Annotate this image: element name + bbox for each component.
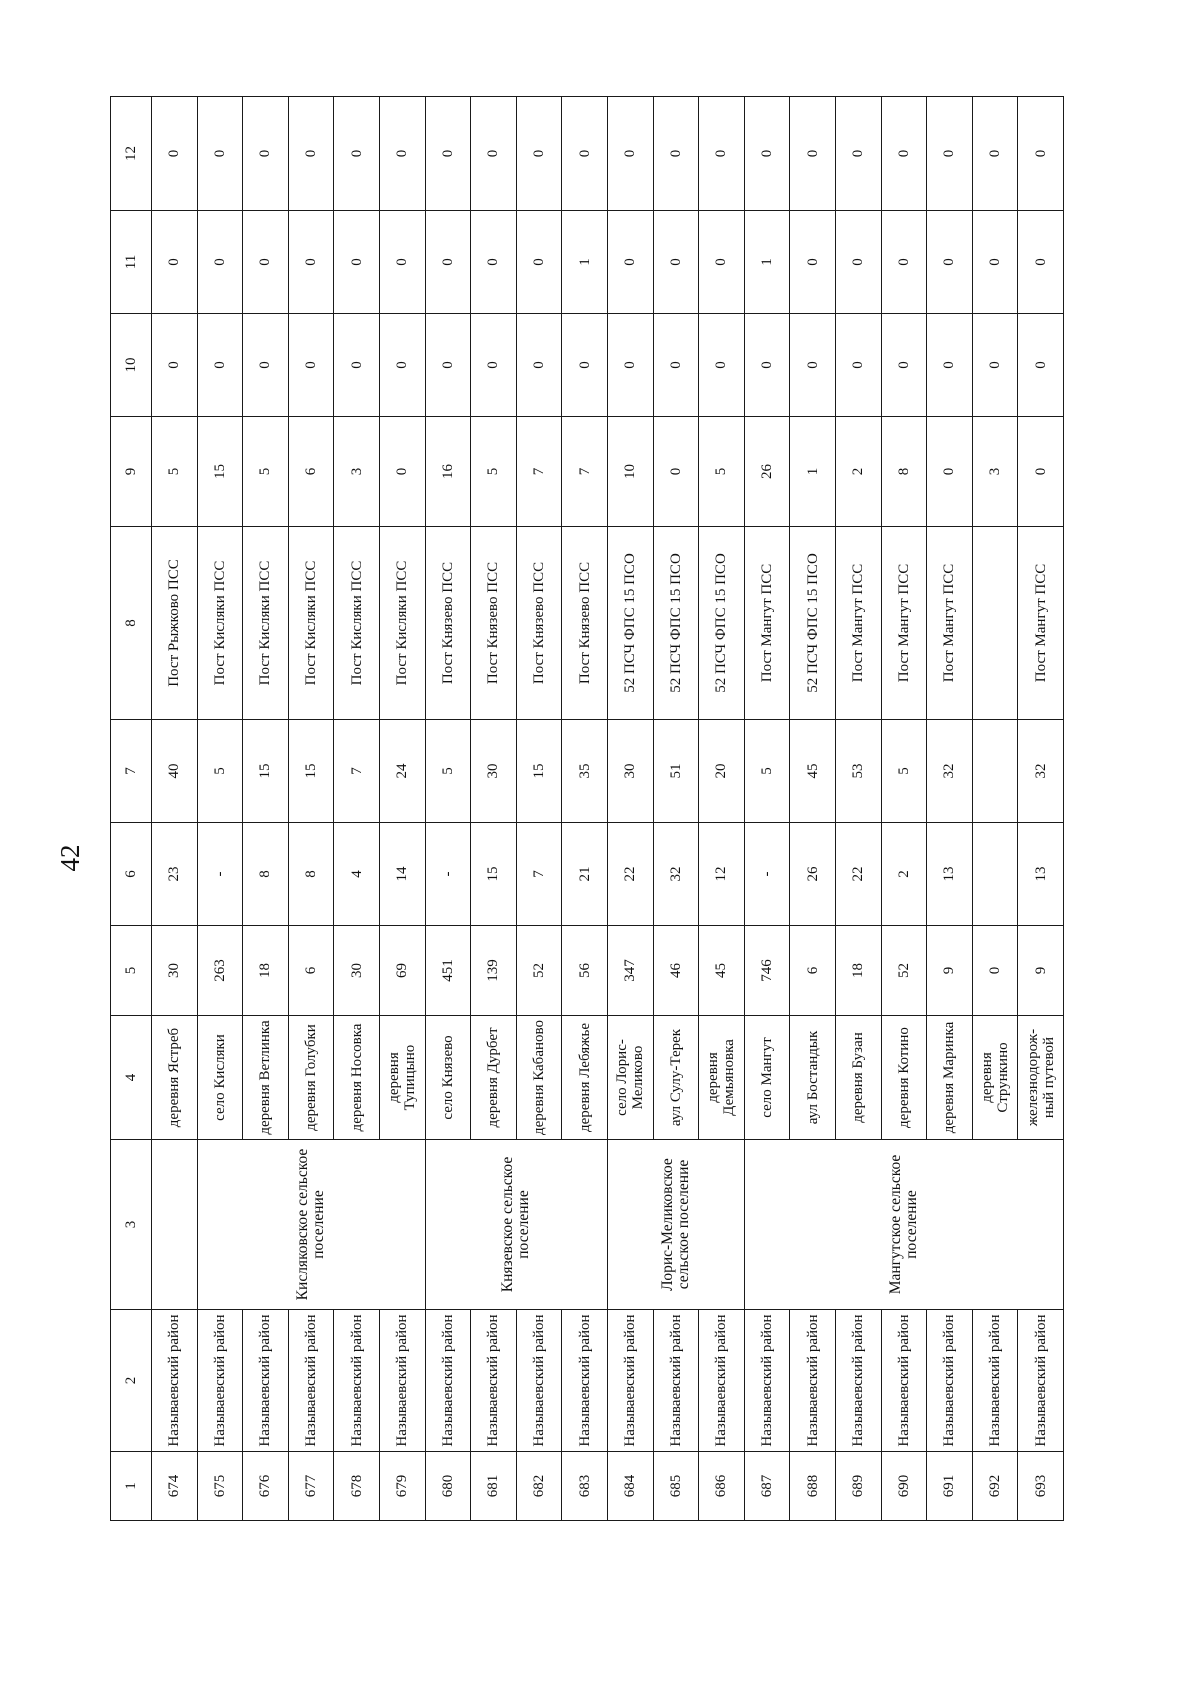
value-cell-10: 0 [562,314,608,417]
value-cell-9: 0 [1018,417,1064,527]
district-cell: Называевский район [379,1310,425,1452]
value-cell-12: 0 [379,97,425,211]
value-cell-12: 0 [607,97,653,211]
value-cell-9: 5 [243,417,289,527]
value-cell-6: 13 [927,823,973,926]
value-cell-12: 0 [516,97,562,211]
header-row [111,97,152,1521]
locality-cell: деревня Стрункино [972,1016,1018,1140]
value-cell-5: 56 [562,926,608,1016]
fire-station-cell: Пост Рыжково ПСС [152,527,198,720]
value-cell-5: 6 [288,926,334,1016]
row-number-cell: 685 [653,1452,699,1521]
value-cell-12: 0 [835,97,881,211]
row-number-cell: 687 [744,1452,790,1521]
page-number: 42 [55,844,85,872]
value-cell-7: 15 [516,720,562,823]
value-cell-7: 32 [927,720,973,823]
value-cell-12: 0 [425,97,471,211]
locality-cell: деревня Кабаново [516,1016,562,1140]
value-cell-5: 263 [197,926,243,1016]
value-cell-7 [972,720,1018,823]
value-cell-11: 0 [379,211,425,314]
fire-station-cell: Пост Кисляки ПСС [197,527,243,720]
district-cell: Называевский район [607,1310,653,1452]
value-cell-11: 0 [881,211,927,314]
locality-cell: деревня Котино [881,1016,927,1140]
value-cell-12: 0 [744,97,790,211]
district-cell: Называевский район [927,1310,973,1452]
value-cell-6: 15 [471,823,517,926]
district-cell: Называевский район [334,1310,380,1452]
column-header-1: 1 [111,1452,152,1521]
value-cell-9: 5 [152,417,198,527]
value-cell-7: 53 [835,720,881,823]
fire-station-cell: Пост Кисляки ПСС [288,527,334,720]
district-cell: Называевский район [972,1310,1018,1452]
value-cell-9: 5 [471,417,517,527]
row-number-cell: 677 [288,1452,334,1521]
value-cell-5: 9 [927,926,973,1016]
row-number-cell: 678 [334,1452,380,1521]
locality-cell: железнодорож-ный путевой [1018,1016,1064,1140]
value-cell-11: 0 [243,211,289,314]
value-cell-7: 20 [699,720,745,823]
value-cell-11: 1 [744,211,790,314]
district-cell: Называевский район [790,1310,836,1452]
district-cell: Называевский район [744,1310,790,1452]
district-cell: Называевский район [835,1310,881,1452]
value-cell-12: 0 [699,97,745,211]
locality-cell: аул Сулу-Терек [653,1016,699,1140]
table-row [744,97,790,1521]
value-cell-10: 0 [699,314,745,417]
value-cell-10: 0 [334,314,380,417]
value-cell-10: 0 [927,314,973,417]
value-cell-10: 0 [243,314,289,417]
row-number-cell: 693 [1018,1452,1064,1521]
value-cell-9: 7 [516,417,562,527]
value-cell-5: 30 [152,926,198,1016]
value-cell-7: 45 [790,720,836,823]
value-cell-10: 0 [744,314,790,417]
value-cell-9: 16 [425,417,471,527]
settlement-group-cell: Кисляковское сельское поселение [197,1140,425,1310]
value-cell-12: 0 [243,97,289,211]
value-cell-10: 0 [379,314,425,417]
locality-cell: деревня Носовка [334,1016,380,1140]
value-cell-10: 0 [516,314,562,417]
fire-station-cell: Пост Кисляки ПСС [379,527,425,720]
value-cell-6: 13 [1018,823,1064,926]
fire-station-cell: Пост Мангут ПСС [1018,527,1064,720]
district-cell: Называевский район [152,1310,198,1452]
settlements-table [110,96,1064,1521]
value-cell-11: 0 [972,211,1018,314]
value-cell-9: 1 [790,417,836,527]
row-number-cell: 675 [197,1452,243,1521]
value-cell-11: 1 [562,211,608,314]
value-cell-6: 8 [243,823,289,926]
value-cell-5: 52 [881,926,927,1016]
value-cell-5: 18 [835,926,881,1016]
fire-station-cell: Пост Князево ПСС [516,527,562,720]
value-cell-6: 14 [379,823,425,926]
district-cell: Называевский район [243,1310,289,1452]
locality-cell: деревня Тупицыно [379,1016,425,1140]
value-cell-7: 30 [471,720,517,823]
value-cell-6: 23 [152,823,198,926]
table-header [111,97,152,1521]
district-cell: Называевский район [1018,1310,1064,1452]
value-cell-12: 0 [972,97,1018,211]
value-cell-10: 0 [425,314,471,417]
column-header-2: 2 [111,1310,152,1452]
fire-station-cell: Пост Мангут ПСС [744,527,790,720]
value-cell-6: 8 [288,823,334,926]
locality-cell: село Князево [425,1016,471,1140]
value-cell-11: 0 [927,211,973,314]
column-header-3: 3 [111,1140,152,1310]
district-cell: Называевский район [653,1310,699,1452]
value-cell-11: 0 [790,211,836,314]
settlement-group-cell: Князевское сельское поселение [425,1140,607,1310]
value-cell-12: 0 [1018,97,1064,211]
district-cell: Называевский район [425,1310,471,1452]
column-header-4: 4 [111,1016,152,1140]
settlement-group-cell [152,1140,198,1310]
value-cell-11: 0 [607,211,653,314]
locality-cell: аул Бостандык [790,1016,836,1140]
fire-station-cell: Пост Князево ПСС [471,527,517,720]
row-number-cell: 692 [972,1452,1018,1521]
value-cell-7: 5 [881,720,927,823]
value-cell-5: 0 [972,926,1018,1016]
value-cell-11: 0 [1018,211,1064,314]
value-cell-11: 0 [288,211,334,314]
row-number-cell: 683 [562,1452,608,1521]
row-number-cell: 682 [516,1452,562,1521]
fire-station-cell: 52 ПСЧ ФПС 15 ПСО [607,527,653,720]
settlement-group-cell: Мангутское сельское поселение [744,1140,1063,1310]
locality-cell: деревня Маринка [927,1016,973,1140]
value-cell-10: 0 [1018,314,1064,417]
fire-station-cell: 52 ПСЧ ФПС 15 ПСО [653,527,699,720]
value-cell-6: 2 [881,823,927,926]
value-cell-9: 3 [972,417,1018,527]
fire-station-cell: Пост Мангут ПСС [881,527,927,720]
value-cell-7: 30 [607,720,653,823]
value-cell-6: 21 [562,823,608,926]
value-cell-7: 5 [744,720,790,823]
value-cell-12: 0 [288,97,334,211]
locality-cell: деревня Голубки [288,1016,334,1140]
value-cell-11: 0 [516,211,562,314]
fire-station-cell [972,527,1018,720]
fire-station-cell: Пост Кисляки ПСС [334,527,380,720]
value-cell-11: 0 [197,211,243,314]
column-header-12: 12 [111,97,152,211]
value-cell-5: 69 [379,926,425,1016]
locality-cell: село Кисляки [197,1016,243,1140]
value-cell-5: 46 [653,926,699,1016]
value-cell-5: 6 [790,926,836,1016]
value-cell-9: 0 [653,417,699,527]
value-cell-11: 0 [471,211,517,314]
value-cell-6: 22 [835,823,881,926]
row-number-cell: 690 [881,1452,927,1521]
value-cell-7: 35 [562,720,608,823]
value-cell-6 [972,823,1018,926]
value-cell-7: 24 [379,720,425,823]
value-cell-7: 32 [1018,720,1064,823]
fire-station-cell: Пост Мангут ПСС [927,527,973,720]
table-row [152,97,198,1521]
value-cell-5: 45 [699,926,745,1016]
fire-station-cell: 52 ПСЧ ФПС 15 ПСО [790,527,836,720]
value-cell-12: 0 [334,97,380,211]
value-cell-12: 0 [471,97,517,211]
value-cell-11: 0 [699,211,745,314]
value-cell-10: 0 [197,314,243,417]
value-cell-10: 0 [653,314,699,417]
value-cell-11: 0 [152,211,198,314]
value-cell-7: 40 [152,720,198,823]
district-cell: Называевский район [197,1310,243,1452]
table-row [607,97,653,1521]
value-cell-10: 0 [790,314,836,417]
value-cell-6: - [744,823,790,926]
district-cell: Называевский район [562,1310,608,1452]
column-header-10: 10 [111,314,152,417]
rotated-table-container [110,97,1057,1521]
value-cell-10: 0 [972,314,1018,417]
value-cell-7: 5 [197,720,243,823]
value-cell-11: 0 [425,211,471,314]
column-header-5: 5 [111,926,152,1016]
value-cell-7: 15 [243,720,289,823]
value-cell-9: 26 [744,417,790,527]
district-cell: Называевский район [516,1310,562,1452]
value-cell-10: 0 [288,314,334,417]
value-cell-6: 12 [699,823,745,926]
locality-cell: деревня Ястреб [152,1016,198,1140]
table-body [152,97,1064,1521]
value-cell-9: 7 [562,417,608,527]
fire-station-cell: 52 ПСЧ ФПС 15 ПСО [699,527,745,720]
value-cell-7: 7 [334,720,380,823]
value-cell-12: 0 [197,97,243,211]
value-cell-12: 0 [152,97,198,211]
value-cell-5: 347 [607,926,653,1016]
row-number-cell: 691 [927,1452,973,1521]
value-cell-9: 2 [835,417,881,527]
value-cell-5: 9 [1018,926,1064,1016]
value-cell-6: - [425,823,471,926]
locality-cell: деревня Лебяжье [562,1016,608,1140]
value-cell-11: 0 [653,211,699,314]
value-cell-10: 0 [152,314,198,417]
column-header-7: 7 [111,720,152,823]
district-cell: Называевский район [881,1310,927,1452]
column-header-6: 6 [111,823,152,926]
row-number-cell: 680 [425,1452,471,1521]
row-number-cell: 676 [243,1452,289,1521]
district-cell: Называевский район [471,1310,517,1452]
value-cell-11: 0 [334,211,380,314]
row-number-cell: 679 [379,1452,425,1521]
row-number-cell: 686 [699,1452,745,1521]
row-number-cell: 684 [607,1452,653,1521]
value-cell-6: 22 [607,823,653,926]
value-cell-10: 0 [835,314,881,417]
row-number-cell: 674 [152,1452,198,1521]
value-cell-10: 0 [607,314,653,417]
value-cell-12: 0 [653,97,699,211]
value-cell-5: 451 [425,926,471,1016]
row-number-cell: 689 [835,1452,881,1521]
locality-cell: село Лорис-Меликово [607,1016,653,1140]
value-cell-6: 7 [516,823,562,926]
locality-cell: деревня Дурбет [471,1016,517,1140]
row-number-cell: 688 [790,1452,836,1521]
value-cell-7: 51 [653,720,699,823]
table-row [425,97,471,1521]
value-cell-12: 0 [927,97,973,211]
value-cell-9: 10 [607,417,653,527]
value-cell-5: 18 [243,926,289,1016]
value-cell-7: 15 [288,720,334,823]
column-header-9: 9 [111,417,152,527]
locality-cell: деревня Бузан [835,1016,881,1140]
value-cell-9: 8 [881,417,927,527]
value-cell-11: 0 [835,211,881,314]
locality-cell: деревня Демьяновка [699,1016,745,1140]
value-cell-9: 6 [288,417,334,527]
column-header-11: 11 [111,211,152,314]
value-cell-6: 26 [790,823,836,926]
value-cell-5: 30 [334,926,380,1016]
value-cell-5: 139 [471,926,517,1016]
value-cell-7: 5 [425,720,471,823]
fire-station-cell: Пост Князево ПСС [562,527,608,720]
locality-cell: село Мангут [744,1016,790,1140]
value-cell-10: 0 [881,314,927,417]
row-number-cell: 681 [471,1452,517,1521]
district-cell: Называевский район [699,1310,745,1452]
value-cell-12: 0 [790,97,836,211]
value-cell-9: 3 [334,417,380,527]
locality-cell: деревня Ветлинка [243,1016,289,1140]
value-cell-12: 0 [562,97,608,211]
value-cell-10: 0 [471,314,517,417]
district-cell: Называевский район [288,1310,334,1452]
value-cell-5: 746 [744,926,790,1016]
value-cell-12: 0 [881,97,927,211]
value-cell-9: 0 [379,417,425,527]
value-cell-6: 4 [334,823,380,926]
value-cell-9: 0 [927,417,973,527]
value-cell-6: 32 [653,823,699,926]
value-cell-6: - [197,823,243,926]
value-cell-9: 5 [699,417,745,527]
column-header-8: 8 [111,527,152,720]
settlement-group-cell: Лорис-Меликовское сельское поселение [607,1140,744,1310]
fire-station-cell: Пост Мангут ПСС [835,527,881,720]
value-cell-9: 15 [197,417,243,527]
fire-station-cell: Пост Князево ПСС [425,527,471,720]
fire-station-cell: Пост Кисляки ПСС [243,527,289,720]
value-cell-5: 52 [516,926,562,1016]
table-row [197,97,243,1521]
